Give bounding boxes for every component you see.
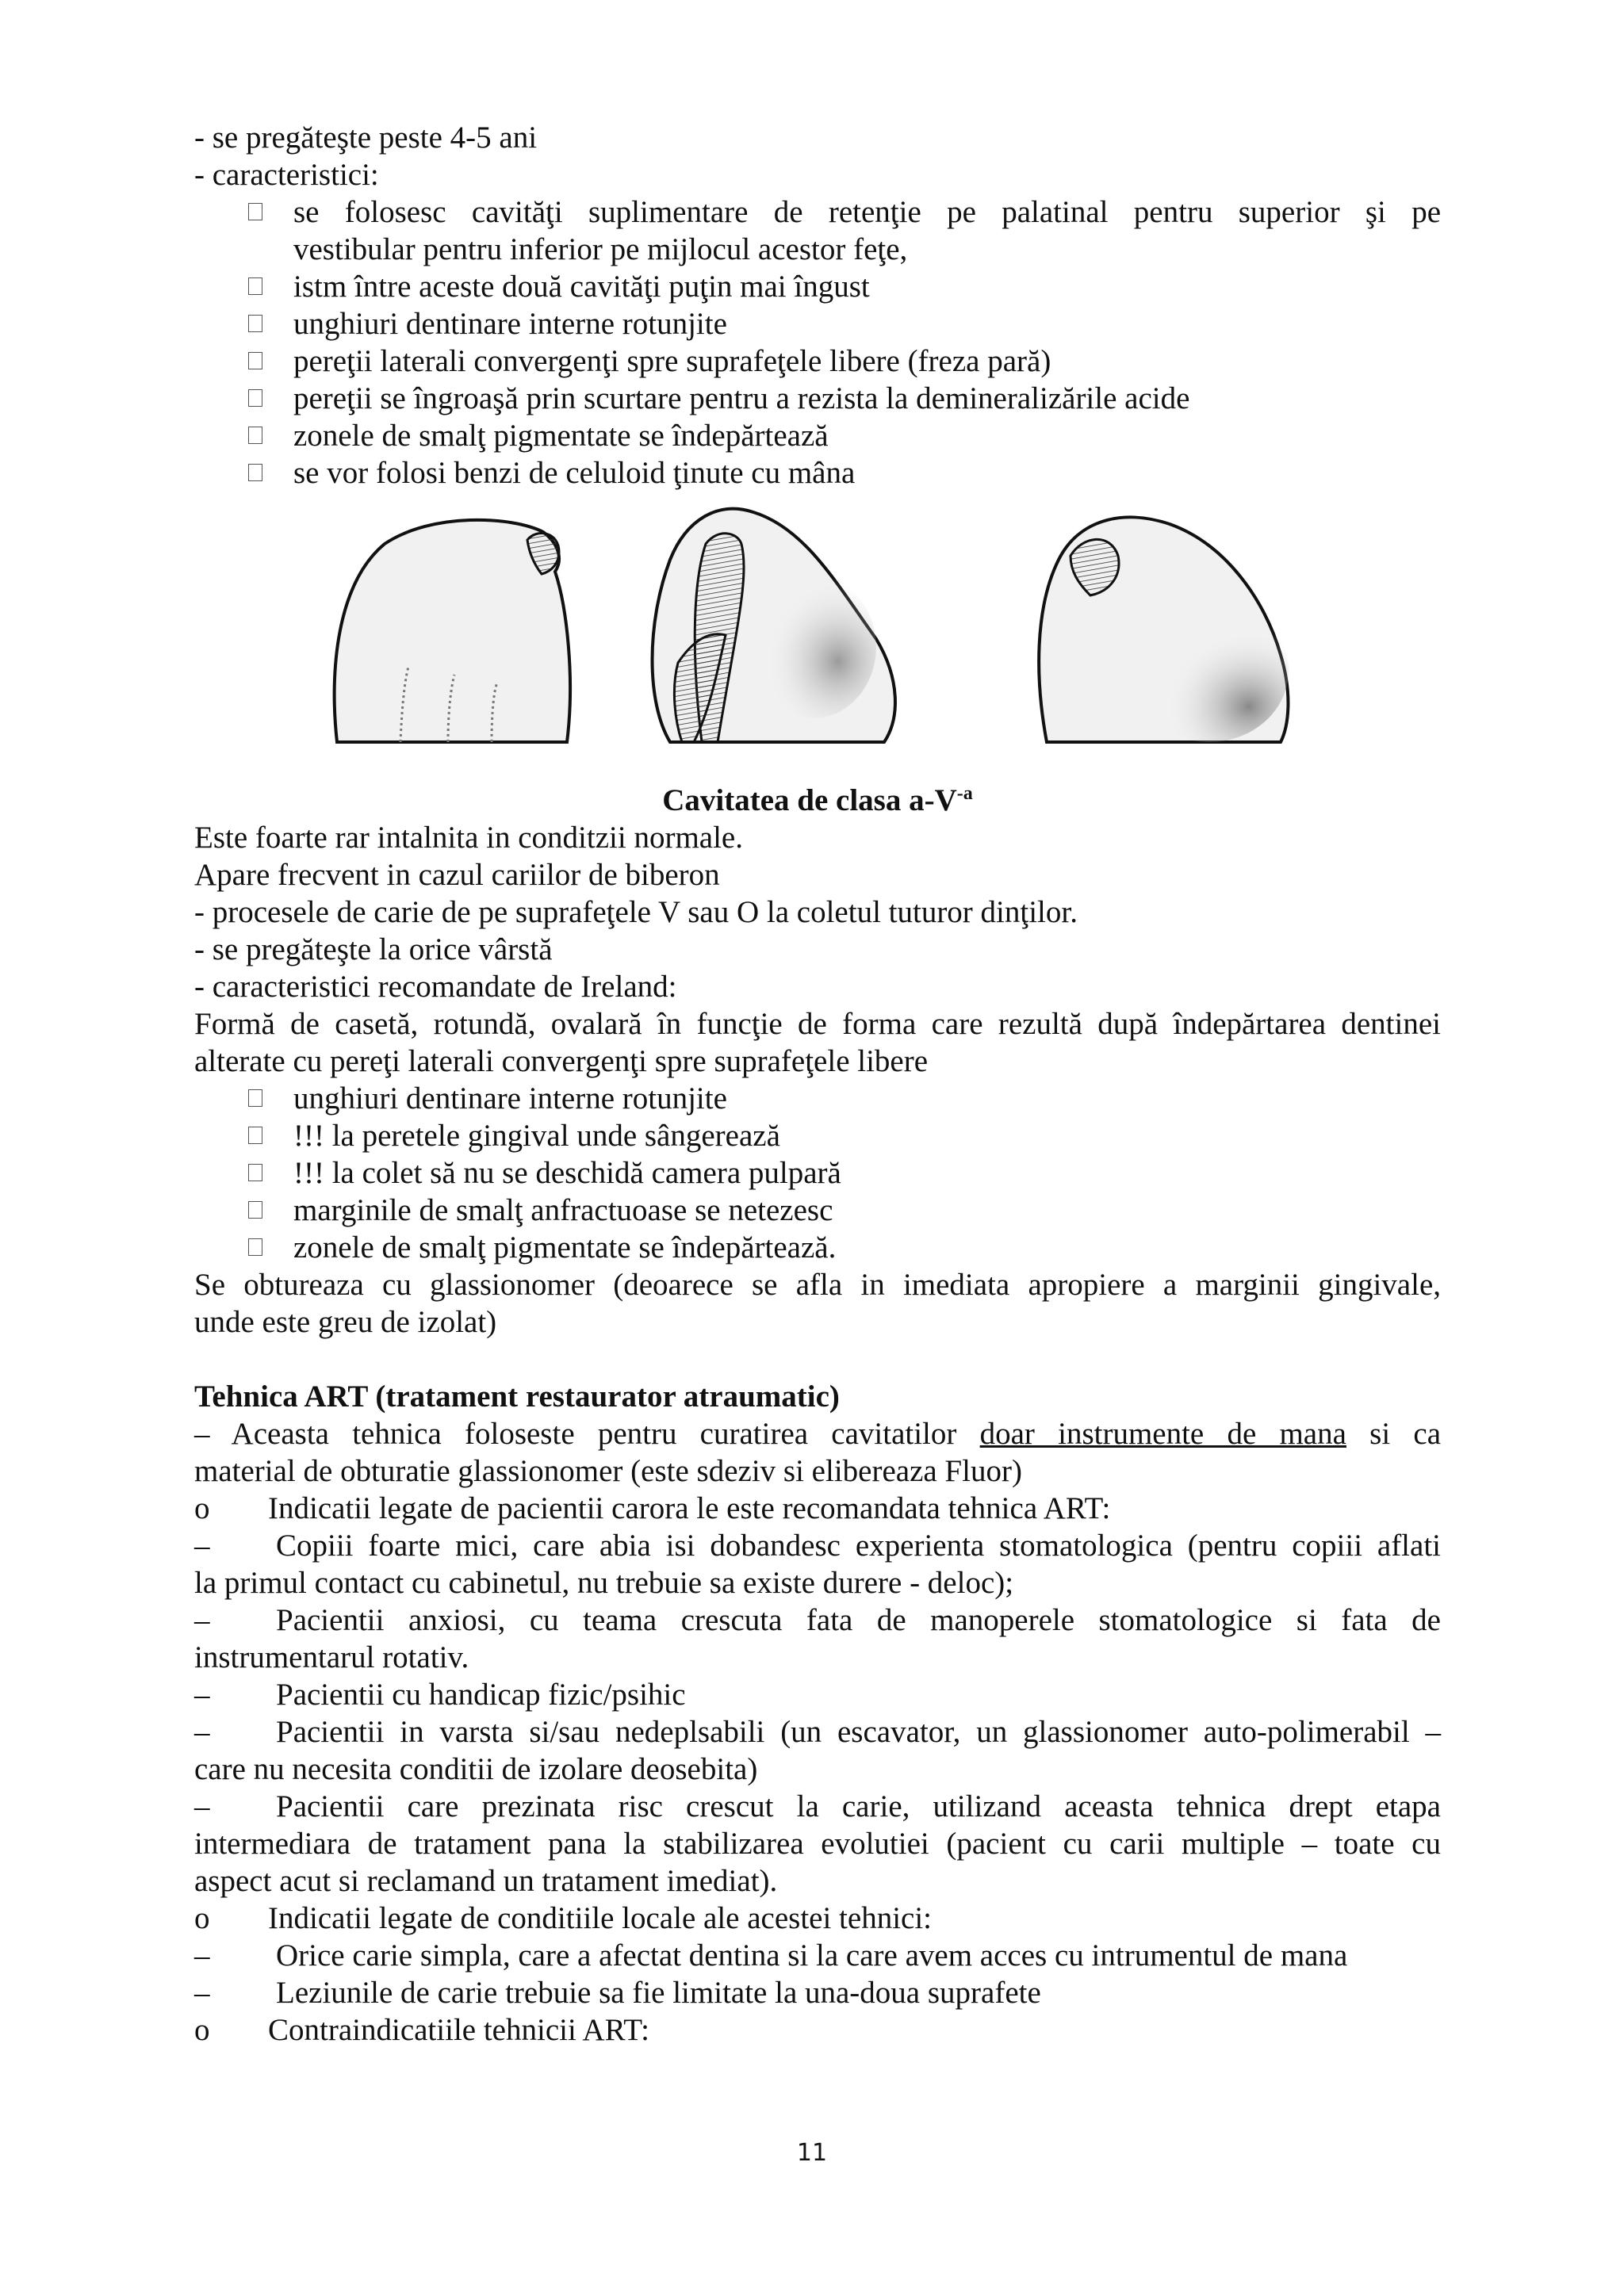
dash-marker: – [194, 1976, 210, 2010]
box-bullet-icon [248, 315, 262, 332]
text-line: - se pregăteşte peste 4-5 ani [194, 121, 538, 155]
list-item-text: zonele de smalţ pigmentate se îndepărtează [293, 419, 829, 453]
dash-list-item [194, 1713, 1441, 1751]
tooth-cavity-icon [329, 496, 1312, 750]
list-item [194, 454, 1441, 492]
list-item [194, 1117, 1441, 1154]
document-body [194, 119, 1441, 2049]
dash-list-item [194, 1937, 1441, 1974]
paragraph-line [194, 1415, 1441, 1452]
dash-list-item-text: Leziunile de carie trebuie sa fie limitate la una-doua suprafete [276, 1976, 1041, 2010]
dash-list-item [194, 1676, 1441, 1713]
dash-marker: – [194, 1789, 210, 1823]
list-item-continuation: vestibular pentru inferior pe mijlocul acestor feţe, [293, 232, 908, 266]
tooth-illustration-1 [335, 520, 570, 742]
dash-marker: – [194, 1529, 210, 1563]
paragraph-line: Formă de casetă, rotundă, ovalară în funcţie de forma care rezultă după îndepărtarea dentinei [194, 1007, 1441, 1041]
dash-marker: – [194, 1715, 210, 1749]
dash-marker: – [194, 1603, 210, 1637]
list-item [194, 193, 1441, 231]
o-marker: o [194, 1491, 210, 1525]
list-item [194, 1080, 1441, 1117]
paragraph-line: unde este greu de izolat) [194, 1305, 497, 1339]
box-bullet-icon [248, 389, 262, 407]
dash-list-item-text: Pacientii cu handicap fizic/psihic [276, 1678, 686, 1712]
list-item-text: se vor folosi benzi de celuloid ţinute cu mâna [293, 456, 856, 490]
dash-list-item [194, 1601, 1441, 1639]
text-line: - caracteristici: [194, 158, 379, 192]
box-bullet-icon [248, 1164, 262, 1181]
box-bullet-icon [248, 203, 262, 220]
dash-list-item [194, 1788, 1441, 1825]
section-title [194, 782, 1441, 819]
list-item [194, 1192, 1441, 1229]
o-list-heading [194, 1900, 1441, 1937]
dash-list-item-continuation: instrumentarul rotativ. [194, 1640, 469, 1674]
box-bullet-icon [248, 352, 262, 369]
o-list-heading [194, 1490, 1441, 1527]
o-list-heading-text: Contraindicatiile tehnicii ART: [268, 2013, 649, 2047]
dash-list-item-continuation: aspect acut si reclamand un tratament imediat). [194, 1864, 778, 1898]
dash-list-item-continuation: intermediara de tratament pana la stabilizarea evolutiei (pacient cu carii multiple – toate cu [194, 1827, 1441, 1861]
box-bullet-icon [248, 1127, 262, 1144]
text-line: - caracteristici recomandate de Ireland: [194, 970, 677, 1004]
list-item-text: !!! la colet să nu se deschidă camera pulpară [293, 1156, 841, 1190]
paragraph-line: alterate cu pereţi laterali convergenţi spre suprafeţele libere [194, 1044, 929, 1078]
list-item [194, 1154, 1441, 1192]
o-marker: o [194, 2013, 210, 2047]
paragraph-line: material de obturatie glassionomer (este sdeziv si elibereaza Fluor) [194, 1454, 1022, 1488]
list-item-text: pereţii se îngroaşă prin scurtare pentru a rezista la demineralizările acide [293, 381, 1190, 415]
list-item-text: unghiuri dentinare interne rotunjite [293, 1081, 727, 1115]
list-item-text: pereţii laterali convergenţi spre suprafeţele libere (freza pară) [293, 344, 1051, 378]
dash-list-item-continuation: care nu necesita conditii de izolare deosebita) [194, 1752, 758, 1786]
text-line: - procesele de carie de pe suprafeţele V sau O la coletul tuturor dinţilor. [194, 895, 1078, 929]
underlined-text: doar instrumente de mana [979, 1417, 1346, 1451]
spacer [194, 1341, 1441, 1378]
text-line: Apare frecvent in cazul cariilor de biberon [194, 858, 720, 892]
box-bullet-icon [248, 464, 262, 481]
list-item-text: se folosesc cavităţi suplimentare de retenţie pe palatinal pentru superior şi pe [293, 195, 1441, 229]
list-item-text: unghiuri dentinare interne rotunjite [293, 307, 727, 341]
paragraph-line: Se obtureaza cu glassionomer (deoarece se afla in imediata apropiere a marginii gingivale, [194, 1268, 1441, 1302]
section-heading: Tehnica ART (tratament restaurator atraumatic) [194, 1380, 840, 1414]
o-marker: o [194, 1901, 210, 1935]
dash-list-item-text: Pacientii care prezinata risc crescut la carie, utilizand aceasta tehnica drept etapa [276, 1789, 1441, 1823]
box-bullet-icon [248, 277, 262, 295]
text-run: si ca [1369, 1417, 1441, 1451]
list-item [194, 380, 1441, 417]
tooth-illustration-2 [653, 509, 895, 742]
dash-list-item-text: Copiii foarte mici, care abia isi dobandesc experienta stomatologica (pentru copiii aflati [276, 1529, 1441, 1563]
o-list-heading-text: Indicatii legate de pacientii carora le este recomandata tehnica ART: [268, 1491, 1111, 1525]
dash-marker: – [194, 1938, 210, 1973]
tooth-cavity-figure [194, 496, 1441, 750]
page-number: 11 [796, 2139, 828, 2167]
section-title-text: Cavitatea de clasa a-V [662, 783, 957, 817]
box-bullet-icon [248, 1238, 262, 1256]
dash-list-item-continuation: la primul contact cu cabinetul, nu trebuie sa existe durere - deloc); [194, 1566, 1014, 1600]
list-item [194, 342, 1441, 380]
dash-list-item [194, 1527, 1441, 1564]
list-item-text: istm între aceste două cavităţi puţin mai îngust [293, 270, 870, 304]
o-list-heading [194, 2011, 1441, 2049]
list-item-text: zonele de smalţ pigmentate se îndepărtează. [293, 1230, 837, 1265]
section-title-superscript: -a [956, 783, 973, 804]
tooth-illustration-3 [1039, 517, 1289, 742]
dash-list-item [194, 1974, 1441, 2011]
list-item [194, 417, 1441, 454]
dash-marker: – [194, 1678, 210, 1712]
list-item [194, 1229, 1441, 1266]
dash-list-item-text: Pacientii anxiosi, cu teama crescuta fata de manoperele stomatologice si fata de [276, 1603, 1441, 1637]
list-item [194, 305, 1441, 342]
list-item-text: !!! la peretele gingival unde sângerează [293, 1119, 780, 1153]
o-list-heading-text: Indicatii legate de conditiile locale ale acestei tehnici: [268, 1901, 933, 1935]
text-run: – Aceasta tehnica foloseste pentru curatirea cavitatilor [194, 1417, 957, 1451]
text-line: Este foarte rar intalnita in conditzii normale. [194, 821, 743, 855]
box-bullet-icon [248, 1089, 262, 1107]
text-line: - se pregăteşte la orice vârstă [194, 932, 553, 966]
box-bullet-icon [248, 1201, 262, 1219]
list-item-text: marginile de smalţ anfractuoase se netezesc [293, 1193, 833, 1227]
dash-list-item-text: Orice carie simpla, care a afectat dentina si la care avem acces cu intrumentul de mana [276, 1938, 1348, 1973]
list-item [194, 268, 1441, 305]
box-bullet-icon [248, 427, 262, 444]
dash-list-item-text: Pacientii in varsta si/sau nedeplsabili (un escavator, un glassionomer auto-polimerabil – [276, 1715, 1441, 1749]
